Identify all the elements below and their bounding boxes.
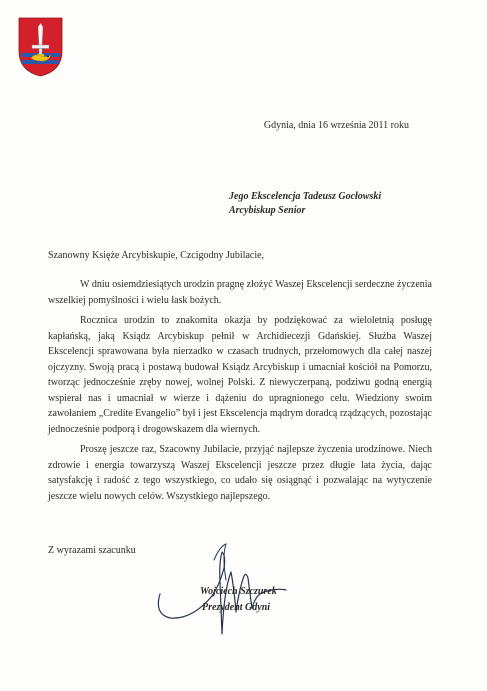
closing-phrase: Z wyrazami szacunku: [48, 545, 136, 556]
body-paragraph: Rocznica urodzin to znakomita okazja by podziękować za wieloletnią posługę kapłańską, jaką Ksiądz Arcybiskup pełnił w Archidiecezji Gdańskiej. Służba Waszej Ekscelencji sprawowana była nierzadko w czasach trudnych, przełomowych dla całej naszej ojczyzny. Swoją pracą i postawą budował Ksiądz Arcybiskup i umacniał kościół na Pomorzu, tworząc jednocześnie zręby nowej, wolnej Polski. Z niewyczerpaną, podziwu godną energią wspierał nas i umacniał w wierze i dążeniu do upragnionego celu. Wiedziony swoim zawołaniem „Credite Evangelio” był i jest Ekscelencja mądrym doradcą rządzących, pozostając jednocześnie podporą i drogowskazem dla wiernych.: [48, 315, 432, 435]
body-paragraph: W dniu osiemdziesiątych urodzin pragnę złożyć Waszej Ekscelencji serdeczne życzenia wszelkiej pomyślności i wielu łask bożych.: [48, 279, 432, 306]
signer-block: [200, 584, 277, 616]
recipient-title: Arcybiskup Senior: [229, 205, 306, 216]
signer-title: Prezydent Gdyni: [202, 602, 271, 613]
recipient-block: [229, 190, 381, 218]
letter-body: [48, 277, 432, 509]
body-paragraph: Proszę jeszcze raz, Szacowny Jubilacie, przyjąć najlepsze życzenia urodzinowe. Niech zdrowie i energia towarzyszą Waszej Ekscelencji jeszcze przez długie lata życia, dając satysfakcję i radość z tego wszystkiego, co udało się osiągnąć i pozwalając na wytyczenie jeszcze wielu nowych celów. Wszystkiego najlepszego.: [48, 444, 432, 502]
city-coat-of-arms-icon: [18, 17, 63, 77]
date-place: Gdynia, dnia 16 września 2011 roku: [263, 120, 409, 131]
salutation: Szanowny Księże Arcybiskupie, Czcigodny Jubilacie,: [48, 250, 265, 261]
signer-name: Wojciech Szczurek: [200, 586, 277, 597]
recipient-name: Jego Ekscelencja Tadeusz Gocłowski: [229, 191, 382, 202]
